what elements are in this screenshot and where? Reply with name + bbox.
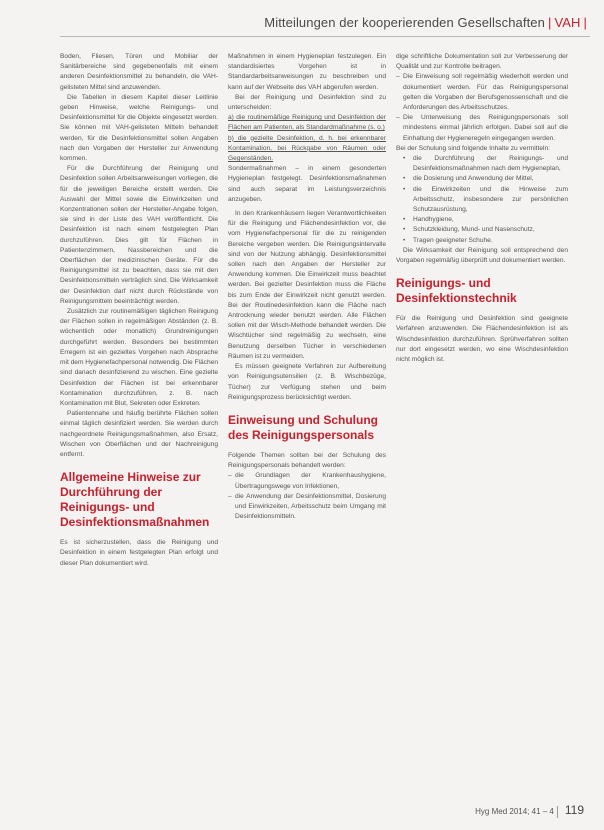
page-number: 119 (564, 803, 584, 818)
col1-paragraph: Zusätzlich zur routinemäßigen täglichen Reinigung der Flächen sollen in regelmäßigen Abständen (z. B. wöchentlich oder monatlich) Grundreinigungen durchgeführt werden. Besonders bei bestimmten Erregern ist ein gezieltes Vorgehen nach Absprache mit dem Hygienefachpersonal notwendig. Die Flächen sind danach desinfizierend zu wischen. Eine gezielte Desinfektion der Flächen ist bei erkennbarer Kontamination durchzuführen, z. B. nach Kontamination mit Blut, Sekreten oder Exkreten. (60, 308, 218, 407)
bullet-item: • die Durchführung der Reinigungs- und Desinfektionsmaßnahmen nach dem Hygieneplan, (403, 154, 568, 174)
column-2 (228, 52, 386, 522)
bullet-item: • Tragen geeigneter Schuhe. (403, 236, 568, 246)
bullet-item: • die Dosierung und Anwendung der Mittel, (403, 174, 568, 184)
section-heading: Einweisung und Schulung des Reinigungspersonals (228, 412, 378, 442)
col2-paragraph: Es müssen geeignete Verfahren zur Aufbereitung von Reinigungsutensilien (z. B. Wischbezüge, Tücher) zur Verfügung stehen und beim Reinigungsprozess berücksichtigt werden. (228, 363, 386, 401)
section-heading: Reinigungs- und Desinfektionstechnik (396, 276, 517, 306)
list-item: – die Grundlagen der Krankenhaushygiene, Übertragungswege von Infektionen, (228, 471, 386, 491)
section-heading: Allgemeine Hinweise zur Durchführung der Reinigungs- und Desinfektionsmaßnahmen (60, 470, 210, 530)
col3-bullets (396, 154, 568, 246)
col3-paragraph: Für die Reinigung und Desinfektion sind geeignete Verfahren anzuwenden. Die Flächendesinfektion ist als Wischdesinfektion durchzuführen. Sprühverfahren sollten nur dort eingesetzt werden, wo eine Wischdesinfektion nicht möglich ist. (396, 315, 568, 364)
bullet-item: • Handhygiene, (403, 215, 568, 225)
header-separator: | (547, 15, 552, 30)
col3-paragraph: dige schriftliche Dokumentation soll zur Verbesserung der Qualität und zur Kontrolle beitragen. (396, 53, 568, 71)
list-item: – Die Einweisung soll regelmäßig wiederholt werden und dokumentiert werden. Für das Reinigungspersonal gelten die Vorgaben der Berufsgenossenschaft und die Anforderungen des Arbeitsschutzes. (396, 72, 568, 113)
col1-paragraph: Die Tabellen in diesem Kapitel dieser Leitlinie geben Hinweise, welche Reinigungs- und Desinfektionsmittel für die Objekte eingesetzt werden. Sie können mit VAH-gelisteten Mitteln behandelt werden, für die Desinfektionsmittel sollen Angaben nach den Vorgaben der Hersteller zur Anwendung kommen. (60, 93, 218, 163)
footer-divider (557, 806, 558, 818)
col2-paragraph: Folgende Themen sollten bei der Schulung des Reinigungspersonals behandelt werden: (228, 451, 386, 470)
list-item: – die Anwendung der Desinfektionsmittel, Dosierung und Einwirkzeiten, Arbeitsschutz beim Umgang mit Desinfektionsmitteln. (228, 492, 386, 523)
col2-item: a) die routinemäßige Reinigung und Desinfektion der Flächen am Patienten, als Standardmaßnahme (s. o.) (228, 114, 386, 132)
running-header (150, 14, 590, 34)
header-org: VAH (554, 15, 581, 30)
bullet-item: • die Einwirkzeiten und die Hinweise zum Arbeitsschutz, insbesondere zur persönlichen Schutzausrüstung, (403, 185, 568, 216)
header-end-bar: | (583, 15, 587, 30)
header-rule (60, 36, 590, 37)
col3-paragraph: Bei der Schulung sind folgende Inhalte zu vermitteln: (396, 144, 550, 152)
list-item: – Die Unterweisung des Reinigungspersonals soll mindestens einmal jährlich erfolgen. Dabei soll auf die Einhaltung der Hygieneregeln eingegangen werden. (396, 113, 568, 144)
column-3 (396, 52, 568, 365)
col1-paragraph: Boden, Fliesen, Türen und Mobiliar der Sanitärbereiche sind gegebenenfalls mit einem anderen Desinfektionsmittel zu behandeln, die VAH-gelisteten Mittel sind anzuwenden. (60, 53, 218, 91)
col1-paragraph: Für die Durchführung der Reinigung und Desinfektion sollen Arbeitsanweisungen vorliegen, die für die jeweiligen Bereiche erstellt werden. Die Auswahl der Mittel sowie die Einwirkzeiten und Konzentrationen sollen der Hersteller-Angabe folgen, sie sind in der Liste des VAH veröffentlicht. Die Desinfektion ist nach einem festgelegten Plan durchzuführen. Dies gilt für Flächen in Patientenzimmern, Nassbereichen und die Oberflächen der medizinischen Geräte. Für die Reinigungsmittel ist zu beachten, dass sie mit den Desinfektionsmitteln verträglich sind. Die Wirksamkeit der Desinfektion darf nicht durch Rückstände von Reinigungsmitteln beeinträchtigt werden. (60, 165, 218, 305)
col2-paragraph: Bei der Reinigung und Desinfektion sind zu unterscheiden: (228, 93, 386, 112)
col3-paragraph: Die Wirksamkeit der Reinigung soll entsprechend den Vorgaben regelmäßig überprüft und dokumentiert werden. (396, 246, 568, 265)
col2-list (228, 471, 386, 522)
column-1 (60, 52, 218, 569)
col1-paragraph: Patientennahe und häufig berührte Flächen sollen einmal täglich desinfiziert werden. Sie werden durch nachgeordnete Reinigungsmaßnahmen, also Ersatz, Wischen von Oberflächen und der Nachreinigung entfernt. (60, 410, 218, 458)
col3-list (396, 72, 568, 143)
col2-paragraph: In den Krankenhäusern liegen Verantwortlichkeiten für die Reinigung und Flächendesinfektion vor, die vom Hygienefachpersonal für die zu reinigenden Bereiche vergeben werden. Die Reinigungsintervalle sind von der Nutzung abhängig. Desinfektionsmittel sollen nach den Angaben der Hersteller zur Anwendung kommen. Die Einwirkzeit muss beachtet werden. Bei gezielter Desinfektion muss die Fläche bis zum Ende der Einwirkzeit nicht genutzt werden. Bei der Routinedesinfektion kann die Fläche nach Antrocknung wieder benutzt werden. Alle Flächen sollen mit der Wisch-Methode behandelt werden. Die Wischtücher sind regelmäßig zu wechseln, eine Benutzung derselben Tücher in verschiedenen Räumen ist zu vermeiden. (228, 210, 386, 360)
col2-item: b) die gezielte Desinfektion, d. h. bei erkennbarer Kontamination, bei Rückgabe von Räumen oder Gegenständen. (228, 134, 386, 163)
journal-citation: Hyg Med 2014; 41 – 4 (475, 807, 554, 817)
page-footer (475, 803, 584, 818)
col1-paragraph: Es ist sicherzustellen, dass die Reinigung und Desinfektion in einem festgelegten Plan erfolgt und dieser Plan dokumentiert wird. (60, 539, 218, 567)
bullet-item: • Schutzkleidung, Mund- und Nasenschutz, (403, 225, 568, 235)
col2-paragraph: Sondermaßnahmen – in einem gesonderten Hygieneplan festgelegt. Desinfektionsmaßnahmen sind auch separat im Leistungsverzeichnis anzugeben. (228, 165, 386, 203)
col2-paragraph: Maßnahmen in einem Hygieneplan festzulegen. Ein standardisiertes Vorgehen ist in Standardarbeitsanweisungen zu beschreiben und kann auf der Webseite des VAH abgerufen werden. (228, 53, 386, 91)
header-title: Mitteilungen der kooperierenden Gesellschaften (264, 15, 545, 30)
